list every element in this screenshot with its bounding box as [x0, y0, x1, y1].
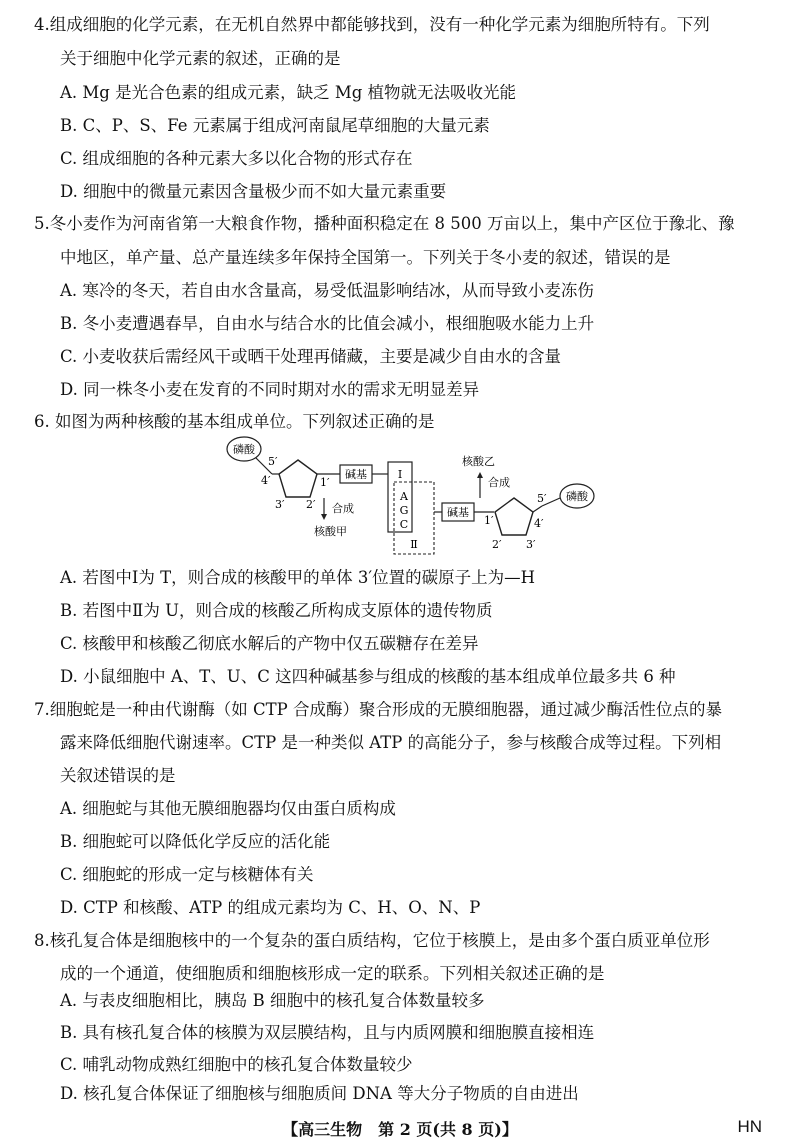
q5-stem-line2: 中地区，单产量、总产量连续多年保持全国第一。下列关于冬小麦的叙述，错误的是: [60, 248, 671, 267]
sugar-right-pentagon: [495, 498, 533, 535]
pos-1-right: 1′: [484, 514, 494, 527]
nucleic-b-label: 核酸乙: [462, 455, 495, 468]
synth-left-arrowhead: [321, 514, 327, 520]
pos-4-right: 4′: [534, 517, 544, 530]
q5-stem-line1: 5.冬小麦作为河南省第一大粮食作物，播种面积稳定在 8 500 万亩以上，集中产区位于豫北、豫: [34, 214, 735, 233]
q5-option-d: D. 同一株冬小麦在发育的不同时期对水的需求无明显差异: [60, 380, 480, 399]
footer-page-label: 【高三生物 第 2 页(共 8 页)】: [282, 1120, 518, 1139]
q4-option-d: D. 细胞中的微量元素因含量极少而不如大量元素重要: [60, 182, 447, 201]
q7-option-b: B. 细胞蛇可以降低化学反应的活化能: [60, 832, 331, 851]
q8-option-a: A. 与表皮细胞相比，胰岛 B 细胞中的核孔复合体数量较多: [60, 991, 485, 1010]
pos-2-left: 2′: [306, 498, 316, 511]
synth-left-label: 合成: [332, 502, 354, 515]
q7-option-a: A. 细胞蛇与其他无膜细胞器均仅由蛋白质构成: [60, 799, 396, 818]
phosphate-left-label: 磷酸: [233, 443, 255, 456]
q6-option-a: A. 若图中Ⅰ为 T，则合成的核酸甲的单体 3′位置的碳原子上为—H: [60, 568, 536, 587]
q4-stem-line2: 关于细胞中化学元素的叙述，正确的是: [60, 49, 341, 68]
q7-stem-line1: 7.细胞蛇是一种由代谢酶（如 CTP 合成酶）聚合形成的无膜细胞器，通过减少酶活性位点的暴: [34, 700, 722, 719]
q8-option-c: C. 哺乳动物成熟红细胞中的核孔复合体数量较少: [60, 1055, 413, 1074]
q8-option-b: B. 具有核孔复合体的核膜为双层膜结构，且与内质网膜和细胞膜直接相连: [60, 1023, 595, 1042]
q5-option-b: B. 冬小麦遭遇春旱，自由水与结合水的比值会减小，根细胞吸水能力上升: [60, 314, 595, 333]
c5-right-bond: [533, 506, 542, 512]
pos-2-right: 2′: [492, 538, 502, 551]
q6-option-b: B. 若图中Ⅱ为 U，则合成的核酸乙所构成支原体的遗传物质: [60, 601, 493, 620]
nucleic-a-label: 核酸甲: [314, 525, 347, 538]
box-base-c: C: [399, 518, 409, 531]
q6-option-c: C. 核酸甲和核酸乙彻底水解后的产物中仅五碳糖存在差异: [60, 634, 479, 653]
q6-stem-line1: 6. 如图为两种核酸的基本组成单位。下列叙述正确的是: [34, 412, 435, 431]
base-left-label: 碱基: [345, 468, 367, 481]
q4-option-b: B. C、P、S、Fe 元素属于组成河南鼠尾草细胞的大量元素: [60, 116, 490, 135]
q8-stem-line2: 成的一个通道，使细胞质和细胞核形成一定的联系。下列相关叙述正确的是: [60, 964, 605, 983]
q8-option-d: D. 核孔复合体保证了细胞核与细胞质间 DNA 等大分子物质的自由进出: [60, 1084, 579, 1103]
q6-option-d: D. 小鼠细胞中 A、T、U、C 这四种碱基参与组成的核酸的基本组成单位最多共 6 种: [60, 667, 676, 686]
synth-right-arrowhead: [477, 472, 483, 478]
q4-option-a: A. Mg 是光合色素的组成元素，缺乏 Mg 植物就无法吸收光能: [60, 83, 517, 102]
q4-option-c: C. 组成细胞的各种元素大多以化合物的形式存在: [60, 149, 413, 168]
q5-option-c: C. 小麦收获后需经风干或晒干处理再储藏，主要是减少自由水的含量: [60, 347, 562, 366]
box-numeral-1: Ⅰ: [397, 468, 403, 481]
q7-option-d: D. CTP 和核酸、ATP 的组成元素均为 C、H、O、N、P: [60, 898, 481, 917]
box-base-a: A: [400, 490, 408, 503]
base-right-label: 碱基: [447, 506, 469, 519]
pos-1-left: 1′: [320, 476, 330, 489]
pos-3-left: 3′: [275, 498, 285, 511]
q4-stem-line1: 4.组成细胞的化学元素，在无机自然界中都能够找到，没有一种化学元素为细胞所特有。下列: [34, 15, 710, 34]
synth-right-label: 合成: [488, 476, 510, 489]
box-base-g: G: [399, 504, 409, 517]
q5-option-a: A. 寒冷的冬天，若自由水含量高，易受低温影响结冰，从而导致小麦冻伤: [60, 281, 594, 300]
nucleotide-diagram: [226, 432, 606, 557]
phosphate-right-label: 磷酸: [566, 490, 588, 503]
q7-option-c: C. 细胞蛇的形成一定与核糖体有关: [60, 865, 314, 884]
page-footer: [0, 1117, 800, 1141]
q7-stem-line2: 露来降低细胞代谢速率。CTP 是一种类似 ATP 的高能分子，参与核酸合成等过程。下列相: [60, 733, 722, 752]
pos-5-right: 5′: [537, 492, 547, 505]
q8-stem-line1: 8.核孔复合体是细胞核中的一个复杂的蛋白质结构，它位于核膜上，是由多个蛋白质亚单位形: [34, 931, 710, 950]
box-numeral-2: Ⅱ: [410, 538, 418, 551]
footer-region-code: HN: [737, 1117, 762, 1136]
pos-5-left: 5′: [268, 455, 278, 468]
pos-4-left: 4′: [261, 474, 271, 487]
pos-3-right: 3′: [526, 538, 536, 551]
sugar-left-pentagon: [279, 460, 317, 497]
q7-stem-line3: 关叙述错误的是: [60, 766, 176, 785]
